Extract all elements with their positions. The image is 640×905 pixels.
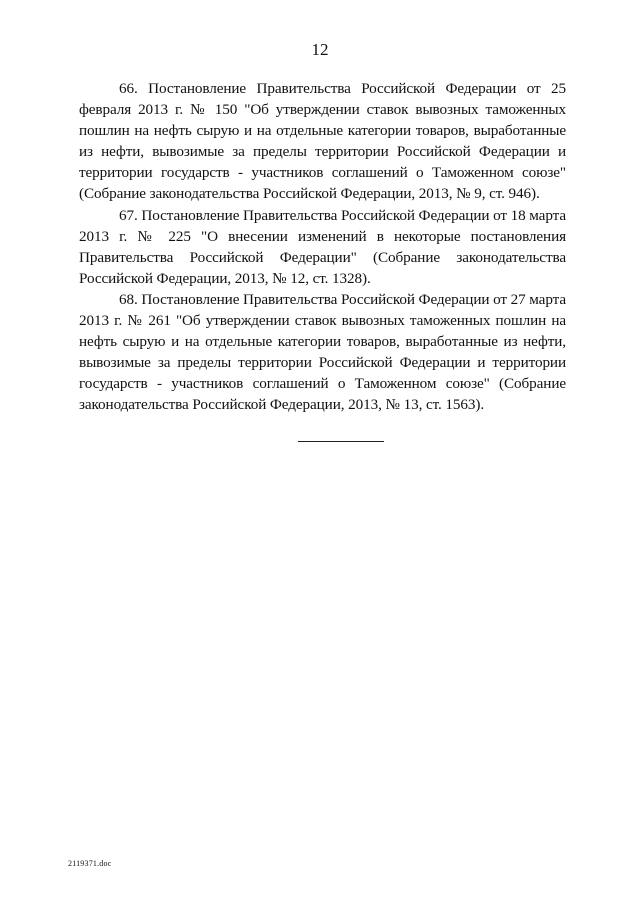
list-item-66: 66. Постановление Правительства Российской Федерации от 25 февраля 2013 г. № 150 "Об утверждении ставок вывозных таможенных пошлин на нефть сырую и на отдельные категории товаров, выработанные из нефти, вывозимые за пределы территории Российской Федерации и территории государств - участников соглашений о Таможенном союзе" (Собрание законодательства Российской Федерации, 2013, № 9, ст. 946). [79,80,566,203]
page-number: 12 [311,40,329,59]
document-body [79,78,566,416]
footer-filename: 2119371.doc [68,859,112,868]
list-item-67: 67. Постановление Правительства Российской Федерации от 18 марта 2013 г. № 225 "О внесении изменений в некоторые постановления Правительства Российской Федерации" (Собрание законодательства Российской Федерации, 2013, № 12, ст. 1328). [79,206,566,287]
end-separator-line [298,441,384,442]
list-item-68: 68. Постановление Правительства Российской Федерации от 27 марта 2013 г. № 261 "Об утверждении ставок вывозных таможенных пошлин на нефть сырую и на отдельные категории товаров, выработанные из нефти, вывозимые за пределы территории Российской Федерации и территории государств - участников соглашений о Таможенном союзе" (Собрание законодательства Российской Федерации, 2013, № 13, ст. 1563). [79,290,566,414]
